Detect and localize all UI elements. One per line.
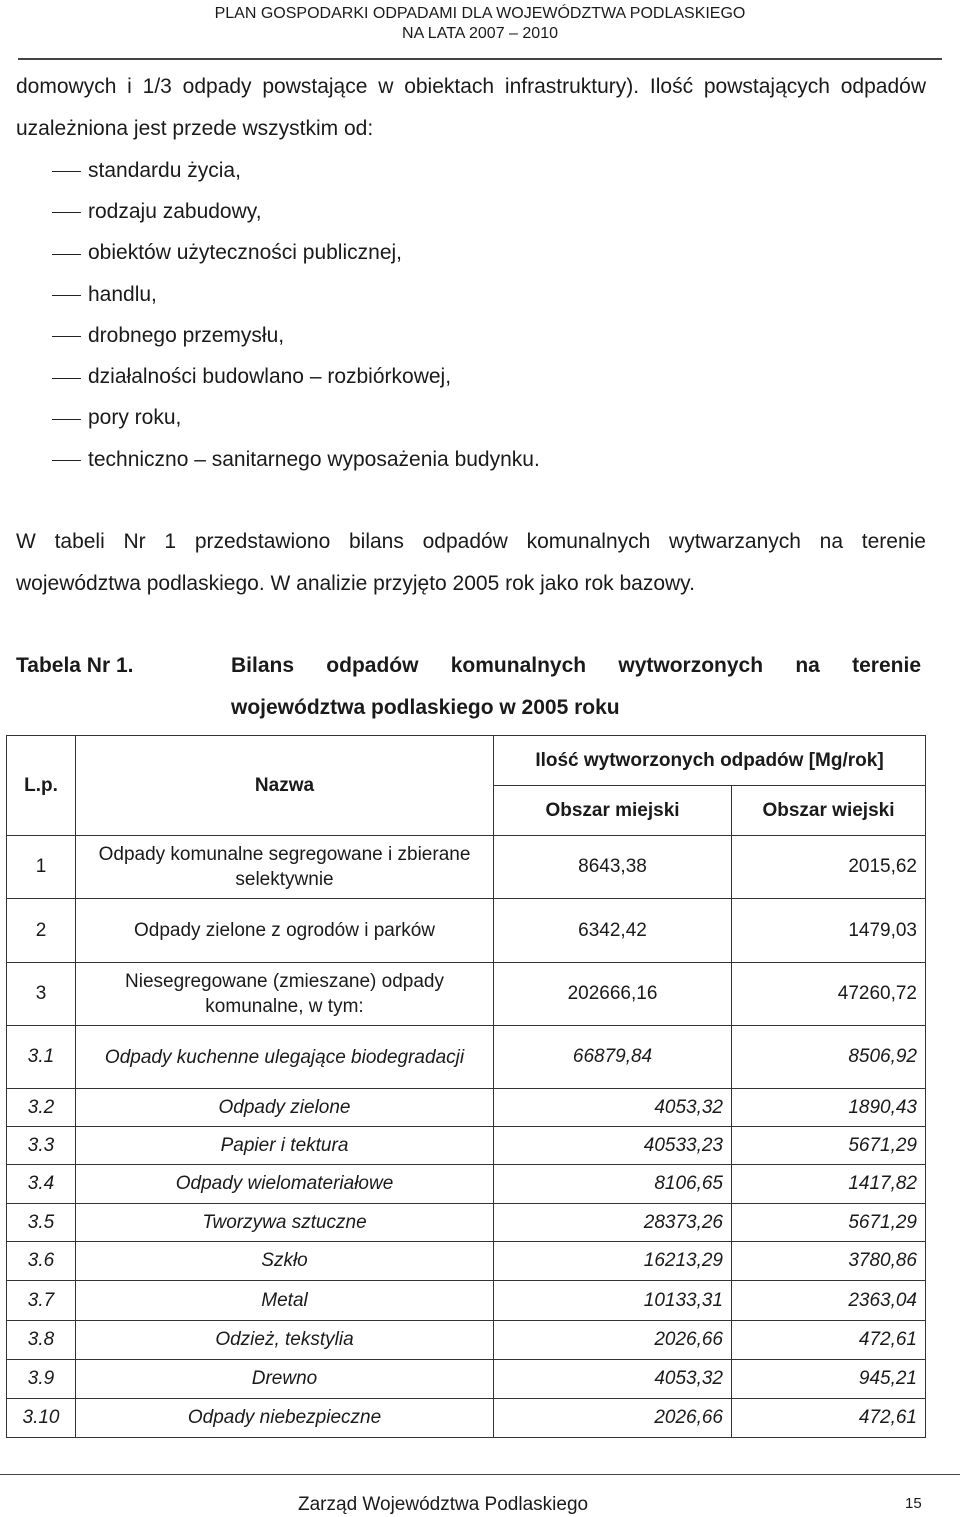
- cell-lp: 3.6: [7, 1242, 76, 1281]
- cell-urban: 4053,32: [494, 1360, 732, 1399]
- header-divider: [18, 58, 942, 60]
- cell-rural: 5671,29: [732, 1127, 926, 1165]
- cell-urban: 28373,26: [494, 1204, 732, 1242]
- table-row: [7, 1360, 926, 1399]
- dash-bullet-icon: [52, 212, 81, 213]
- cell-lp: 3.9: [7, 1360, 76, 1399]
- cell-urban: 202666,16: [494, 963, 732, 1026]
- footer-text: Zarząd Województwa Podlaskiego: [298, 1494, 589, 1515]
- header-subtitle: NA LATA 2007 – 2010: [402, 25, 558, 42]
- dash-bullet-icon: [52, 419, 81, 420]
- table-row: [7, 1127, 926, 1165]
- cell-rural: 2363,04: [732, 1281, 926, 1321]
- cell-name: Drewno: [76, 1360, 494, 1399]
- cell-name: Szkło: [76, 1242, 494, 1281]
- cell-urban: 4053,32: [494, 1089, 732, 1127]
- paragraph-table-intro: W tabeli Nr 1 przedstawiono bilans odpadów komunalnych wytwarzanych na terenie województwa podlaskiego. W analizie przyjęto 2005 rok jako rok bazowy.: [16, 530, 926, 595]
- waste-balance-table: [6, 735, 926, 1438]
- cell-urban: 8643,38: [494, 836, 732, 899]
- header-lp: L.p.: [7, 736, 76, 836]
- cell-urban: 10133,31: [494, 1281, 732, 1321]
- cell-lp: 3.8: [7, 1321, 76, 1360]
- cell-rural: 47260,72: [732, 963, 926, 1026]
- list-item: obiektów użyteczności publicznej,: [52, 233, 540, 274]
- table-row: [7, 836, 926, 899]
- table-row: [7, 1165, 926, 1204]
- footer-divider: [0, 1474, 960, 1475]
- list-item: działalności budowlano – rozbiórkowej,: [52, 356, 540, 397]
- cell-lp: 1: [7, 836, 76, 899]
- header-quantity: Ilość wytworzonych odpadów [Mg/rok]: [494, 736, 926, 786]
- cell-name: Tworzywa sztuczne: [76, 1204, 494, 1242]
- cell-rural: 3780,86: [732, 1242, 926, 1281]
- cell-urban: 40533,23: [494, 1127, 732, 1165]
- table-row: [7, 1242, 926, 1281]
- dash-bullet-icon: [52, 336, 81, 337]
- cell-name: Metal: [76, 1281, 494, 1321]
- list-item: pory roku,: [52, 398, 540, 439]
- cell-lp: 3.3: [7, 1127, 76, 1165]
- cell-name: Odpady niebezpieczne: [76, 1399, 494, 1438]
- cell-lp: 3.1: [7, 1026, 76, 1089]
- table-row: [7, 963, 926, 1026]
- cell-lp: 3: [7, 963, 76, 1026]
- cell-lp: 2: [7, 899, 76, 963]
- cell-name: Odpady zielone z ogrodów i parków: [76, 899, 494, 963]
- cell-name: Niesegregowane (zmieszane) odpady komunalne, w tym:: [76, 963, 494, 1026]
- cell-rural: 945,21: [732, 1360, 926, 1399]
- cell-urban: 66879,84: [494, 1026, 732, 1089]
- header-rural: Obszar wiejski: [732, 786, 926, 836]
- cell-name: Odzież, tekstylia: [76, 1321, 494, 1360]
- cell-lp: 3.4: [7, 1165, 76, 1204]
- cell-rural: 1417,82: [732, 1165, 926, 1204]
- cell-name: Odpady wielomateriałowe: [76, 1165, 494, 1204]
- table-label: Tabela Nr 1.: [16, 654, 134, 677]
- dash-bullet-icon: [52, 378, 81, 379]
- paragraph-intro: domowych i 1/3 odpady powstające w obiektach infrastruktury). Ilość powstających odpadów uzależniona jest przede wszystkim od:: [16, 75, 926, 140]
- cell-lp: 3.10: [7, 1399, 76, 1438]
- cell-name: Odpady zielone: [76, 1089, 494, 1127]
- list-item: techniczno – sanitarnego wyposażenia budynku.: [52, 439, 540, 480]
- cell-rural: 8506,92: [732, 1026, 926, 1089]
- dash-bullet-icon: [52, 295, 81, 296]
- list-item: handlu,: [52, 274, 540, 315]
- cell-rural: 5671,29: [732, 1204, 926, 1242]
- cell-lp: 3.5: [7, 1204, 76, 1242]
- cell-urban: 2026,66: [494, 1399, 732, 1438]
- cell-rural: 2015,62: [732, 836, 926, 899]
- cell-name: Odpady kuchenne ulegające biodegradacji: [76, 1026, 494, 1089]
- cell-urban: 2026,66: [494, 1321, 732, 1360]
- cell-rural: 472,61: [732, 1399, 926, 1438]
- cell-urban: 6342,42: [494, 899, 732, 963]
- list-item: drobnego przemysłu,: [52, 315, 540, 356]
- cell-rural: 472,61: [732, 1321, 926, 1360]
- list-item: rodzaju zabudowy,: [52, 191, 540, 232]
- cell-rural: 1479,03: [732, 899, 926, 963]
- dash-bullet-icon: [52, 171, 81, 172]
- cell-urban: 8106,65: [494, 1165, 732, 1204]
- page-header: [0, 4, 960, 44]
- cell-urban: 16213,29: [494, 1242, 732, 1281]
- table-row: [7, 1321, 926, 1360]
- table-row: [7, 1281, 926, 1321]
- header-urban: Obszar miejski: [494, 786, 732, 836]
- cell-lp: 3.7: [7, 1281, 76, 1321]
- list-item: standardu życia,: [52, 150, 540, 191]
- cell-name: Odpady komunalne segregowane i zbierane selektywnie: [76, 836, 494, 899]
- table-row: [7, 1399, 926, 1438]
- dash-bullet-icon: [52, 460, 81, 461]
- table-row: [7, 1026, 926, 1089]
- dash-bullet-icon: [52, 254, 81, 255]
- page-number: 15: [905, 1495, 922, 1512]
- cell-lp: 3.2: [7, 1089, 76, 1127]
- cell-rural: 1890,43: [732, 1089, 926, 1127]
- table-row: [7, 899, 926, 963]
- header-title: PLAN GOSPODARKI ODPADAMI DLA WOJEWÓDZTWA PODLASKIEGO: [214, 5, 746, 22]
- table-title: Bilans odpadów komunalnych wytworzonych na terenie województwa podlaskiego w 2005 roku: [231, 654, 921, 719]
- cell-name: Papier i tektura: [76, 1127, 494, 1165]
- factor-list: [52, 150, 540, 480]
- table-row: [7, 1204, 926, 1242]
- header-name: Nazwa: [76, 736, 494, 836]
- table-row: [7, 1089, 926, 1127]
